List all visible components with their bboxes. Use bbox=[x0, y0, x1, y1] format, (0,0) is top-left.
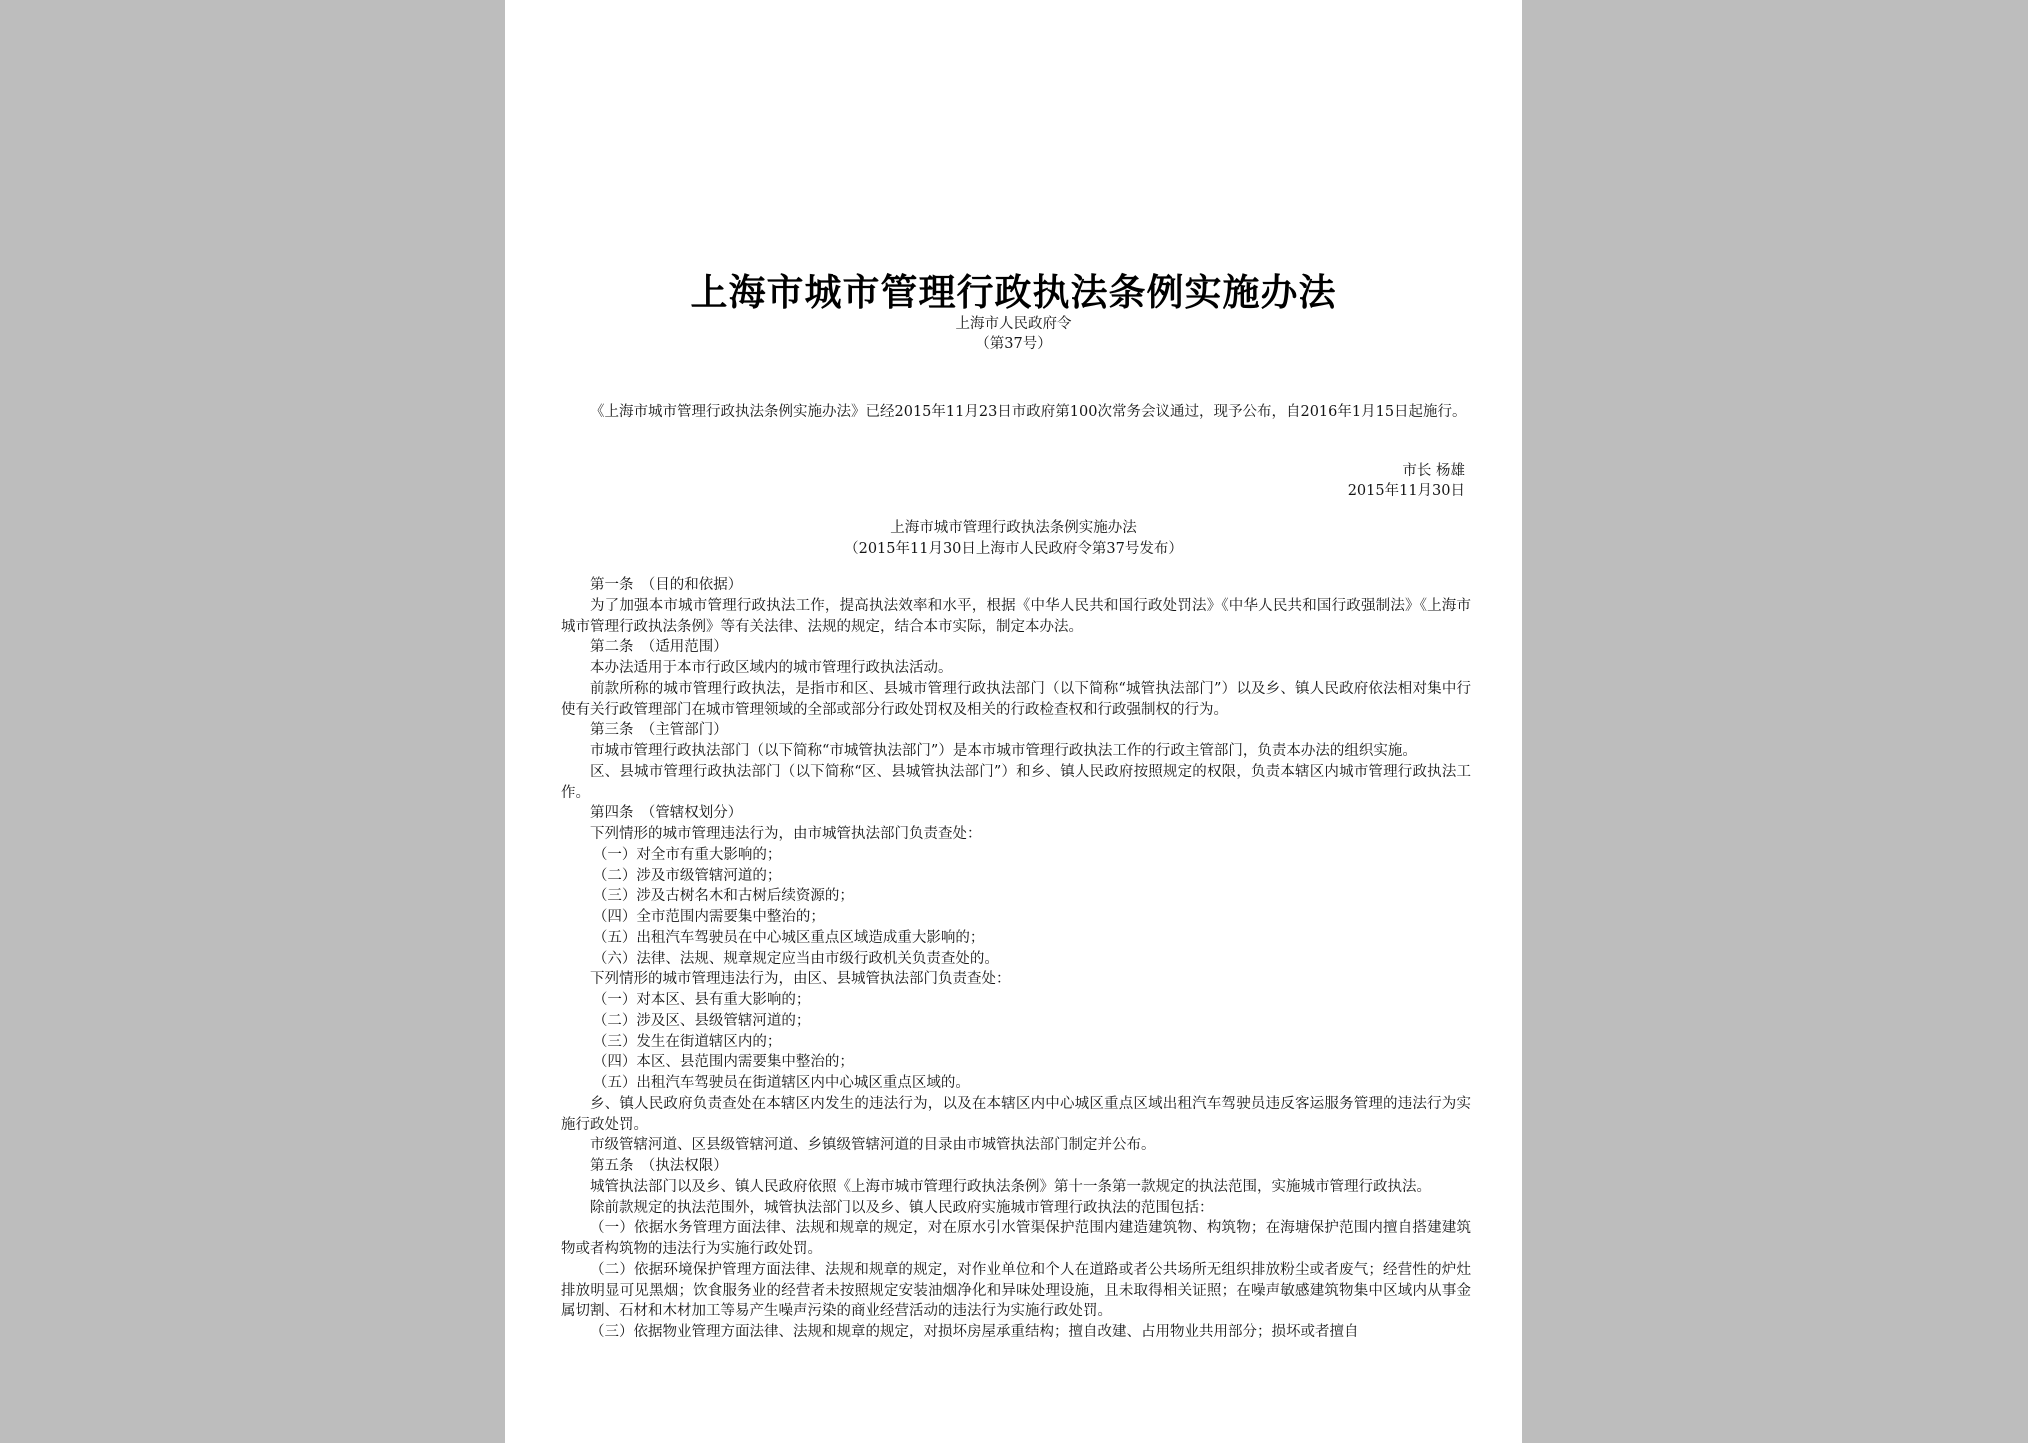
paragraph: 除前款规定的执法范围外，城管执法部门以及乡、镇人民政府实施城市管理行政执法的范围包括： bbox=[590, 1199, 1214, 1216]
document-title: 上海市城市管理行政执法条例实施办法 bbox=[690, 270, 1337, 314]
article-heading: 第一条 （目的和依据） bbox=[590, 577, 743, 593]
article-heading: 第三条 （主管部门） bbox=[590, 722, 728, 739]
article-heading: 第四条 （管辖权划分） bbox=[590, 805, 743, 822]
articles-body bbox=[561, 575, 1471, 1343]
intro-text: 《上海市城市管理行政执法条例实施办法》已经2015年11月23日市政府第100次常务会议通过，现予公布，自2016年1月15日起施行。 bbox=[590, 404, 1467, 420]
list-item: （一）对本区、县有重大影响的； bbox=[592, 992, 811, 1008]
list-item: （六）法律、法规、规章规定应当由市级行政机关负责查处的。 bbox=[592, 950, 999, 967]
intro-paragraph bbox=[561, 402, 1471, 423]
paragraph: （三）依据物业管理方面法律、法规和规章的规定，对损坏房屋承重结构；擅自改建、占用物业共用部分；损坏或者擅自 bbox=[590, 1324, 1359, 1340]
subtitle-note: （2015年11月30日上海市人民政府令第37号发布） bbox=[844, 541, 1183, 557]
list-item: （四）本区、县范围内需要集中整治的； bbox=[592, 1054, 854, 1071]
list-item: （一）对全市有重大影响的； bbox=[592, 846, 782, 863]
document-page bbox=[505, 0, 1522, 1443]
issuer-line: 上海市人民政府令 bbox=[955, 316, 1072, 332]
list-item: （三）涉及古树名木和古树后续资源的； bbox=[592, 888, 854, 905]
article-heading: 第二条 （适用范围） bbox=[590, 639, 728, 656]
paragraph: 市城市管理行政执法部门（以下简称“市城管执法部门”）是本市城市管理行政执法工作的行政主管部门，负责本办法的组织实施。 bbox=[590, 743, 1417, 759]
paragraph: （二）依据环境保护管理方面法律、法规和规章的规定，对作业单位和个人在道路或者公共场所无组织排放粉尘或者废气；经营性的炉灶排放明显可见黑烟；饮食服务业的经营者未按照规定安装油烟净化和异味处理设施，且未取得相关证照；在噪声敏感建筑物集中区域内从事金属切割、石材和木材加工等易产生噪声污染的商业经营活动的违法行为实施行政处罚。 bbox=[561, 1261, 1471, 1320]
list-item: （二）涉及区、县级管辖河道的； bbox=[592, 1012, 811, 1029]
paragraph: 城管执法部门以及乡、镇人民政府依照《上海市城市管理行政执法条例》第十一条第一款规定的执法范围，实施城市管理行政执法。 bbox=[590, 1178, 1431, 1195]
sign-date: 2015年11月30日 bbox=[1347, 483, 1465, 499]
list-item: （四）全市范围内需要集中整治的； bbox=[592, 909, 825, 925]
signer: 市长 杨雄 bbox=[1402, 463, 1465, 479]
paragraph: 为了加强本市城市管理行政执法工作，提高执法效率和水平，根据《中华人民共和国行政处罚法》《中华人民共和国行政强制法》《上海市城市管理行政执法条例》等有关法律、法规的规定，结合本市实际，制定本办法。 bbox=[561, 597, 1471, 635]
order-number: （第37号） bbox=[975, 336, 1052, 352]
subtitle: 上海市城市管理行政执法条例实施办法 bbox=[890, 520, 1137, 536]
paragraph: （一）依据水务管理方面法律、法规和规章的规定，对在原水引水管渠保护范围内建造建筑物、构筑物；在海塘保护范围内擅自搭建建筑物或者构筑物的违法行为实施行政处罚。 bbox=[561, 1220, 1471, 1257]
paragraph: 本办法适用于本市行政区域内的城市管理行政执法活动。 bbox=[590, 660, 953, 676]
paragraph: 乡、镇人民政府负责查处在本辖区内发生的违法行为，以及在本辖区内中心城区重点区域出租汽车驾驶员违反客运服务管理的违法行为实施行政处罚。 bbox=[561, 1095, 1471, 1133]
paragraph: 下列情形的城市管理违法行为，由区、县城管执法部门负责查处： bbox=[590, 971, 1011, 988]
article-heading: 第五条 （执法权限） bbox=[590, 1158, 728, 1174]
paragraph: 区、县城市管理行政执法部门（以下简称“区、县城管执法部门”）和乡、镇人民政府按照规定的权限，负责本辖区内城市管理行政执法工作。 bbox=[561, 763, 1471, 801]
list-item: （二）涉及市级管辖河道的； bbox=[592, 867, 782, 884]
paragraph: 前款所称的城市管理行政执法，是指市和区、县城市管理行政执法部门（以下简称“城管执法部门”）以及乡、镇人民政府依法相对集中行使有关行政管理部门在城市管理领域的全部或部分行政处罚权及相关的行政检查权和行政强制权的行为。 bbox=[561, 680, 1471, 718]
paragraph: 下列情形的城市管理违法行为，由市城管执法部门负责查处： bbox=[590, 826, 982, 842]
list-item: （五）出租汽车驾驶员在街道辖区内中心城区重点区域的。 bbox=[592, 1075, 970, 1091]
paragraph: 市级管辖河道、区县级管辖河道、乡镇级管辖河道的目录由市城管执法部门制定并公布。 bbox=[590, 1137, 1156, 1154]
list-item: （三）发生在街道辖区内的； bbox=[592, 1033, 782, 1050]
list-item: （五）出租汽车驾驶员在中心城区重点区域造成重大影响的； bbox=[592, 929, 985, 946]
